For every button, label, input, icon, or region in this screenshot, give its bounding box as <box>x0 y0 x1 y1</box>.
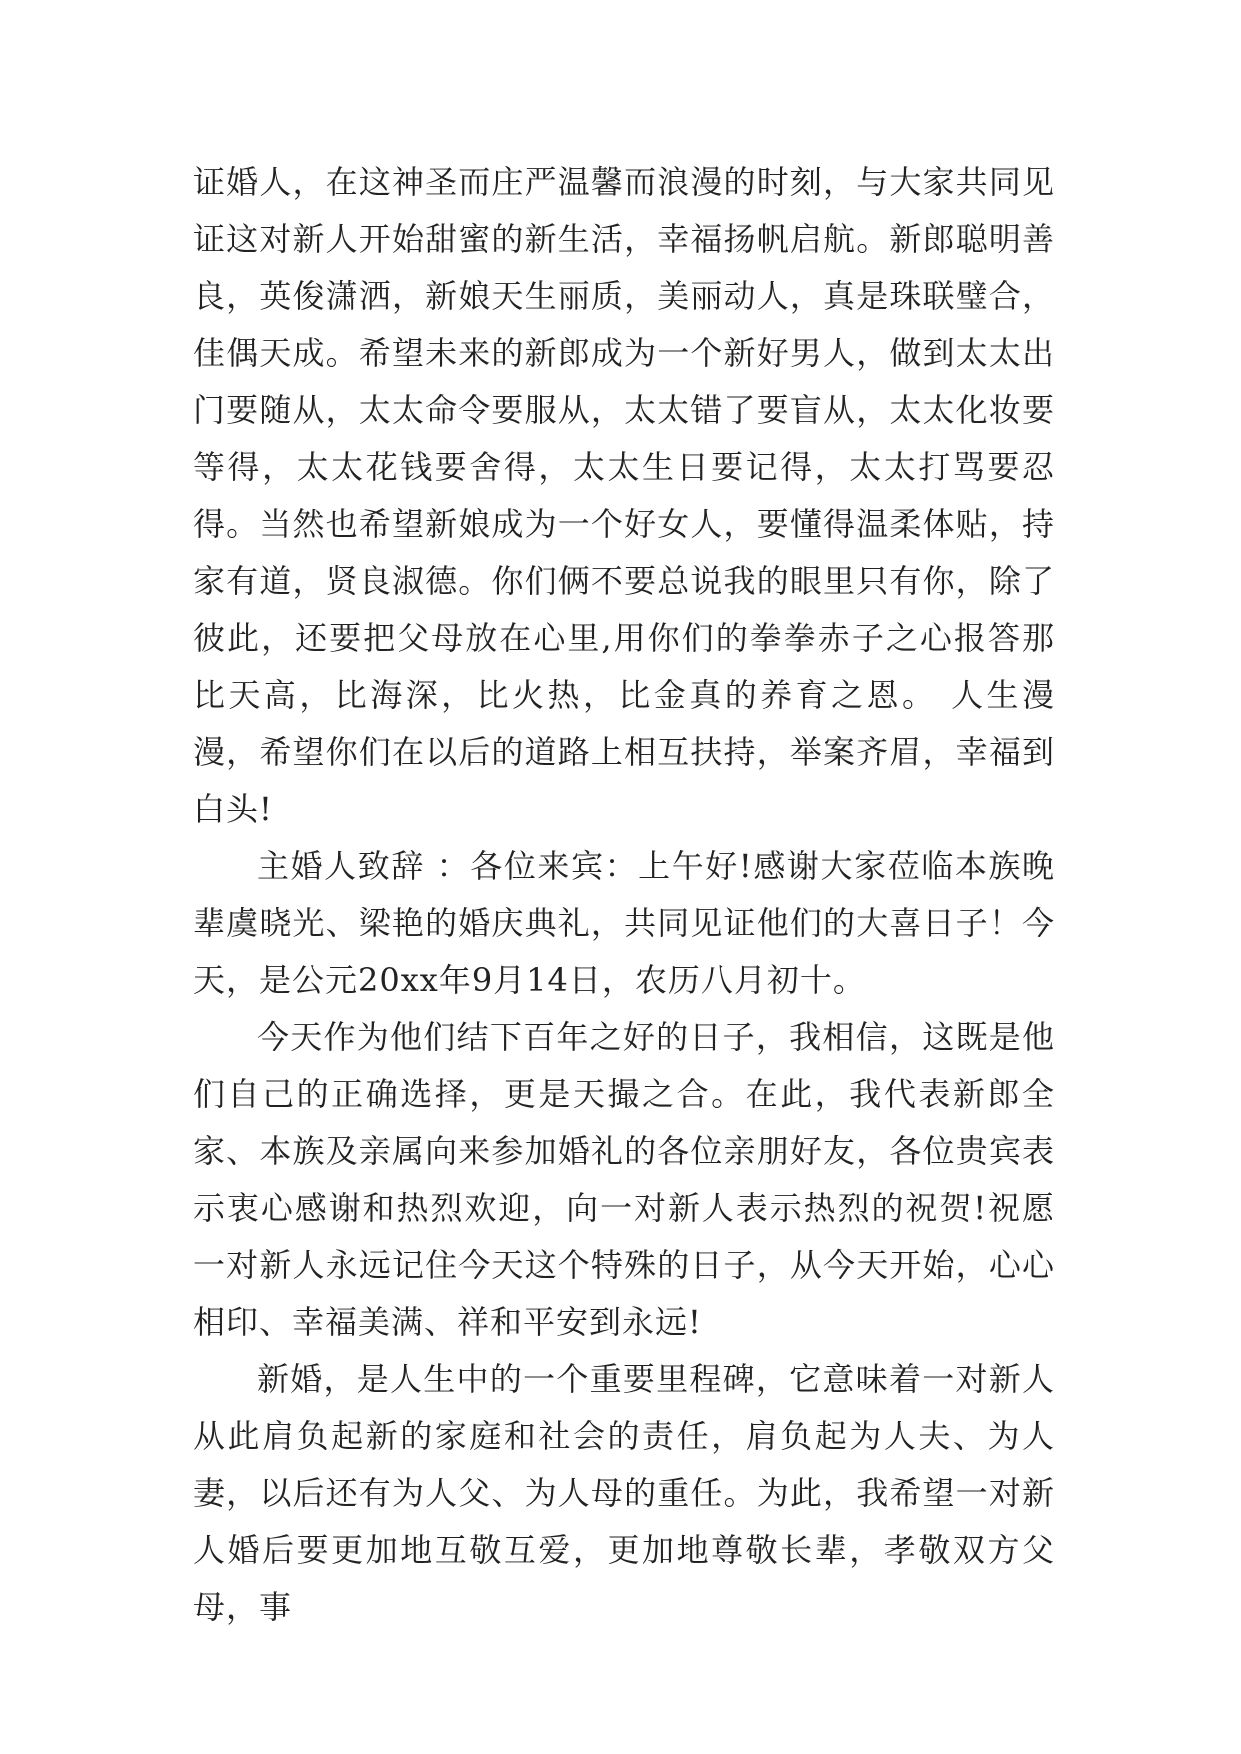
paragraph-officiant-speech-continued: 证婚人，在这神圣而庄严温馨而浪漫的时刻，与大家共同见证这对新人开始甜蜜的新生活，幸福扬帆启航。新郎聪明善良，英俊潇洒，新娘天生丽质，美丽动人，真是珠联璧合，佳偶天成。希望未来的新郎成为一个新好男人，做到太太出门要随从，太太命令要服从，太太错了要盲从，太太化妆要等得，太太花钱要舍得，太太生日要记得，太太打骂要忍得。当然也希望新娘成为一个好女人，要懂得温柔体贴，持家有道，贤良淑德。你们俩不要总说我的眼里只有你，除了彼此，还要把父母放在心里,用你们的拳拳赤子之心报答那比天高，比海深，比火热，比金真的养育之恩。 人生漫漫，希望你们在以后的道路上相互扶持，举案齐眉，幸福到白头! <box>193 163 1055 828</box>
paragraph-host-wishes: 新婚，是人生中的一个重要里程碑，它意味着一对新人从此肩负起新的家庭和社会的责任，肩负起为人夫、为人妻，以后还有为人父、为人母的重任。为此，我希望一对新人婚后要更加地互敬互爱，更加地尊敬长辈，孝敬双方父母，事 <box>193 1360 1055 1626</box>
document-body <box>193 154 1055 1636</box>
paragraph-host-thanks: 今天作为他们结下百年之好的日子，我相信，这既是他们自己的正确选择，更是天撮之合。在此，我代表新郎全家、本族及亲属向来参加婚礼的各位亲朋好友，各位贵宾表示衷心感谢和热烈欢迎，向一对新人表示热烈的祝贺!祝愿一对新人永远记住今天这个特殊的日子，从今天开始，心心相印、幸福美满、祥和平安到永远! <box>193 1018 1055 1341</box>
paragraph-host-greeting: 主婚人致辞 ：各位来宾：上午好!感谢大家莅临本族晚辈虞晓光、梁艳的婚庆典礼，共同见证他们的大喜日子！今天，是公元20xx年9月14日，农历八月初十。 <box>193 847 1055 999</box>
